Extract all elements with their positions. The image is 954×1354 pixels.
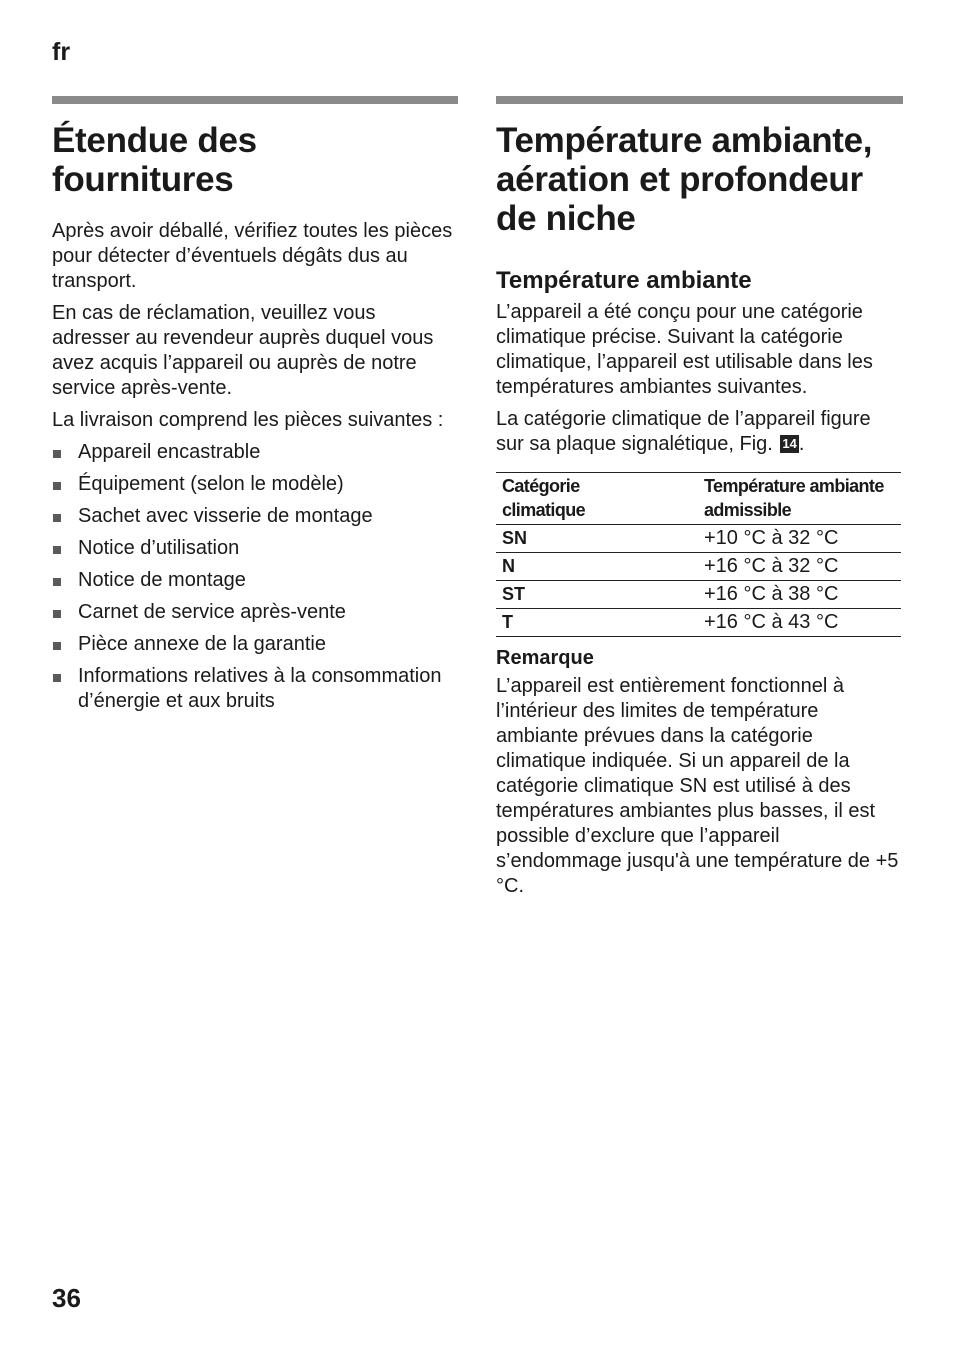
- title-line: Température ambiante,: [496, 121, 873, 160]
- temperature-range: +16 °C à 32 °C: [698, 553, 901, 581]
- list-item-text: Équipement (selon le modèle): [78, 473, 344, 495]
- title-line: aération et profondeur: [496, 160, 863, 199]
- title-line: de niche: [496, 199, 636, 238]
- remark-paragraph: L’appareil est entièrement fonctionnel à l’intérieur des limites de température ambiante prévues dans la catégorie climatique indiquée. Si un appareil de la catégorie climatique SN est utilisé à des températures ambiantes plus basses, il est possible d’exclure que l’appareil s’endommage jusqu'à une température de +5 °C.: [496, 675, 899, 897]
- paragraph: Après avoir déballé, vérifiez toutes les pièces pour détecter d’éventuels dégâts dus au transport.: [52, 220, 453, 292]
- title-line: fournitures: [52, 160, 234, 199]
- table-row: [496, 553, 901, 581]
- list-item-text: Carnet de service après-vente: [78, 601, 346, 623]
- table-row: [496, 609, 901, 637]
- header-text: Température ambiante: [704, 476, 884, 496]
- paragraph-figure-reference: [496, 407, 903, 457]
- section-title-fournitures: [52, 121, 458, 199]
- list-item: [52, 440, 458, 465]
- square-bullet-icon: [53, 450, 61, 458]
- list-item-text: Pièce annexe de la garantie: [78, 633, 326, 655]
- paragraph-text: La catégorie climatique de l’appareil figure sur sa plaque signalétique, Fig.: [496, 408, 871, 455]
- climate-class-table: [496, 472, 901, 637]
- list-item: [52, 664, 458, 714]
- square-bullet-icon: [53, 674, 61, 682]
- list-item-text: Informations relatives à la consommation d’énergie et aux bruits: [78, 665, 442, 712]
- temperature-range: +16 °C à 38 °C: [698, 581, 901, 609]
- paragraph: L’appareil a été conçu pour une catégorie climatique précise. Suivant la catégorie climatique, l’appareil est utilisable dans les températures ambiantes suivantes.: [496, 301, 873, 398]
- subsection-title: Température ambiante: [496, 267, 752, 294]
- square-bullet-icon: [53, 482, 61, 490]
- language-label: fr: [52, 38, 71, 66]
- table-header-category: [496, 473, 698, 525]
- paragraph: La livraison comprend les pièces suivantes :: [52, 409, 444, 431]
- section-rule: [52, 96, 458, 104]
- temperature-range: +10 °C à 32 °C: [698, 525, 901, 553]
- list-item: [52, 600, 458, 625]
- table-header-row: [496, 473, 901, 525]
- square-bullet-icon: [53, 546, 61, 554]
- right-column: [496, 96, 903, 906]
- square-bullet-icon: [53, 642, 61, 650]
- list-item-text: Notice de montage: [78, 569, 246, 591]
- list-item: [52, 504, 458, 529]
- square-bullet-icon: [53, 578, 61, 586]
- list-item: [52, 536, 458, 561]
- climate-code: SN: [496, 525, 698, 553]
- paragraph: En cas de réclamation, veuillez vous adresser au revendeur auprès duquel vous avez acquis l’appareil ou auprès de notre service après-vente.: [52, 302, 434, 399]
- page-number: 36: [52, 1283, 81, 1313]
- list-item: [52, 472, 458, 497]
- climate-code: N: [496, 553, 698, 581]
- list-item-text: Sachet avec visserie de montage: [78, 505, 373, 527]
- section-title-temperature: [496, 121, 903, 238]
- square-bullet-icon: [53, 610, 61, 618]
- climate-code: T: [496, 609, 698, 637]
- climate-code: ST: [496, 581, 698, 609]
- header-text: Catégorie: [502, 476, 580, 496]
- figure-number-badge: 14: [782, 436, 797, 451]
- table-row: [496, 525, 901, 553]
- paragraph-period: .: [798, 433, 805, 455]
- temperature-range: +16 °C à 43 °C: [698, 609, 901, 637]
- list-item-text: Notice d’utilisation: [78, 537, 240, 559]
- section-rule: [496, 96, 903, 104]
- list-item-text: Appareil encastrable: [78, 441, 261, 463]
- list-item: [52, 632, 458, 657]
- table-row: [496, 581, 901, 609]
- left-column: [52, 96, 458, 721]
- remark-heading: Remarque: [496, 647, 594, 669]
- list-item: [52, 568, 458, 593]
- delivery-item-list: [52, 440, 458, 714]
- square-bullet-icon: [53, 514, 61, 522]
- title-line: Étendue des: [52, 121, 257, 160]
- header-text: admissible: [704, 500, 792, 520]
- table-header-temperature: [698, 473, 901, 525]
- header-text: climatique: [502, 500, 586, 520]
